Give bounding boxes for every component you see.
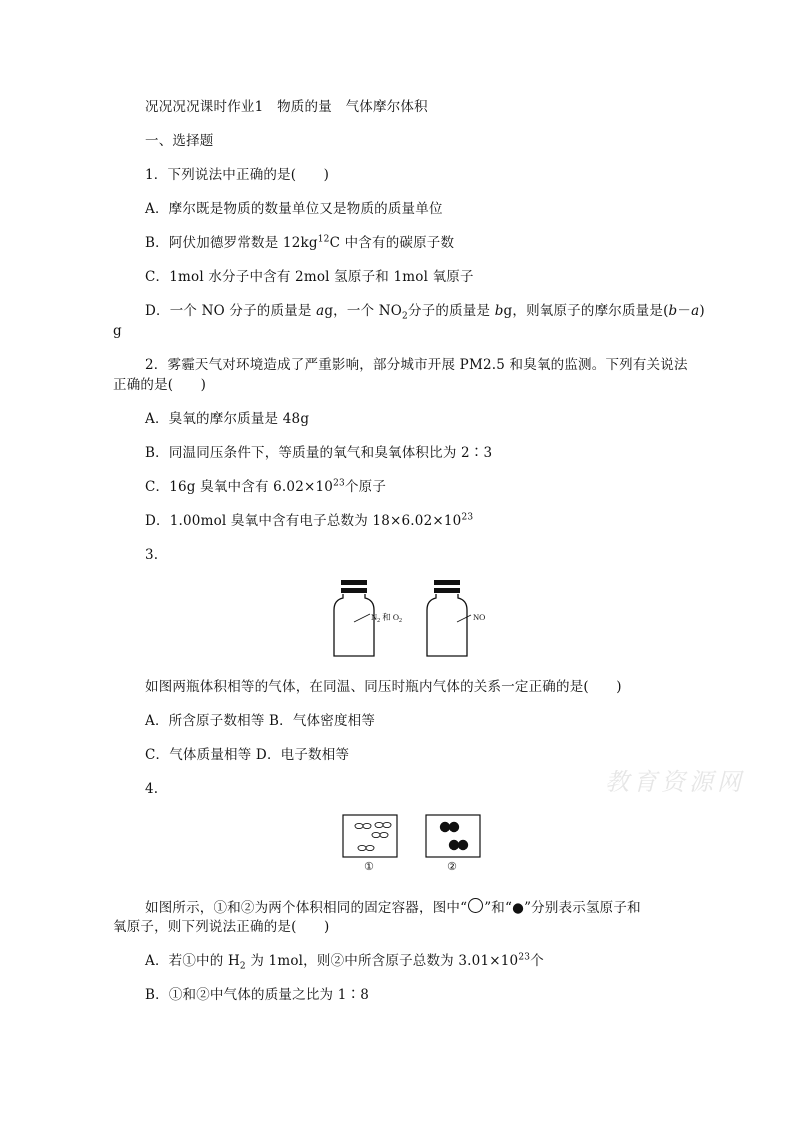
q3-options-cd: C．气体质量相等 D．电子数相等	[145, 747, 350, 763]
q1-option-b: B．阿伏加德罗常数是 $12kg^{12}C$ 中含有的碳原子数	[145, 234, 455, 251]
q4-option-b: B．①和②中气体的质量之比为 1∶8	[145, 987, 369, 1003]
q4-option-a: A．若①中的 $H_2$ 为 1mol，则②中所含原子总数为 $3.01\times 10^{23}$个	[145, 952, 544, 972]
q2-option-a: A．臭氧的摩尔质量是 48g	[145, 411, 310, 427]
q3-stem: 如图两瓶体积相等的气体，在同温、同压时瓶内气体的关系一定正确的是( )	[145, 679, 622, 695]
q2-option-b: B．同温同压条件下，等质量的氧气和臭氧体积比为 2∶3	[145, 445, 493, 461]
watermark: 教育资源网	[605, 768, 745, 796]
q1-option-d: D．一个 NO 分子的质量是 ag，一个 $NO_2$分子的质量是 bg，则氧原子的摩尔质量是(b－a)	[145, 303, 705, 322]
container-2	[426, 815, 480, 857]
q2-stem: 2．雾霾天气对环境造成了严重影响，部分城市开展 PM2.5 和臭氧的监测。下列有关说法	[145, 357, 688, 373]
q2-option-c: C．16g 臭氧中含有 $6.02\times 10^{23}$个原子	[145, 478, 387, 495]
hydrogen-atom-symbol	[468, 898, 483, 913]
container-1-label: ①	[364, 860, 374, 873]
container-2-label: ②	[447, 860, 457, 873]
bottle-right	[427, 580, 471, 656]
q1-option-c: C．1mol 水分子中含有 2mol 氢原子和 1mol 氧原子	[145, 269, 474, 285]
gas-bottles-figure	[330, 578, 500, 660]
q1-stem: 1．下列说法中正确的是( )	[145, 167, 330, 183]
q3-options-ab: A．所含原子数相等 B．气体密度相等	[145, 713, 376, 729]
q1-option-a: A．摩尔既是物质的数量单位又是物质的质量单位	[145, 201, 443, 217]
q4-number: 4.	[145, 781, 159, 797]
container-1	[343, 815, 397, 857]
bottle-left	[334, 580, 374, 656]
q4-stem: 如图所示，①和②为两个体积相同的固定容器，图中“ ”和“●”分别表示氢原子和	[145, 900, 641, 916]
containers-figure	[340, 812, 490, 876]
bottle-left-label: $N_2$ 和 $O_2$	[371, 612, 403, 624]
page-title: 况况况况课时作业1 物质的量 气体摩尔体积	[145, 99, 428, 115]
q1-option-d-cont: g	[113, 323, 122, 339]
q2-option-d: D．1.00mol 臭氧中含有电子总数为 $18\times 6.02\times 10^{23}$	[145, 512, 474, 529]
q3-number: 3.	[145, 547, 159, 563]
bottle-right-label: NO	[473, 612, 486, 622]
q2-stem-cont: 正确的是( )	[113, 377, 207, 393]
section-heading: 一、选择题	[145, 133, 214, 149]
q4-stem-cont: 氧原子，则下列说法正确的是( )	[113, 919, 330, 935]
